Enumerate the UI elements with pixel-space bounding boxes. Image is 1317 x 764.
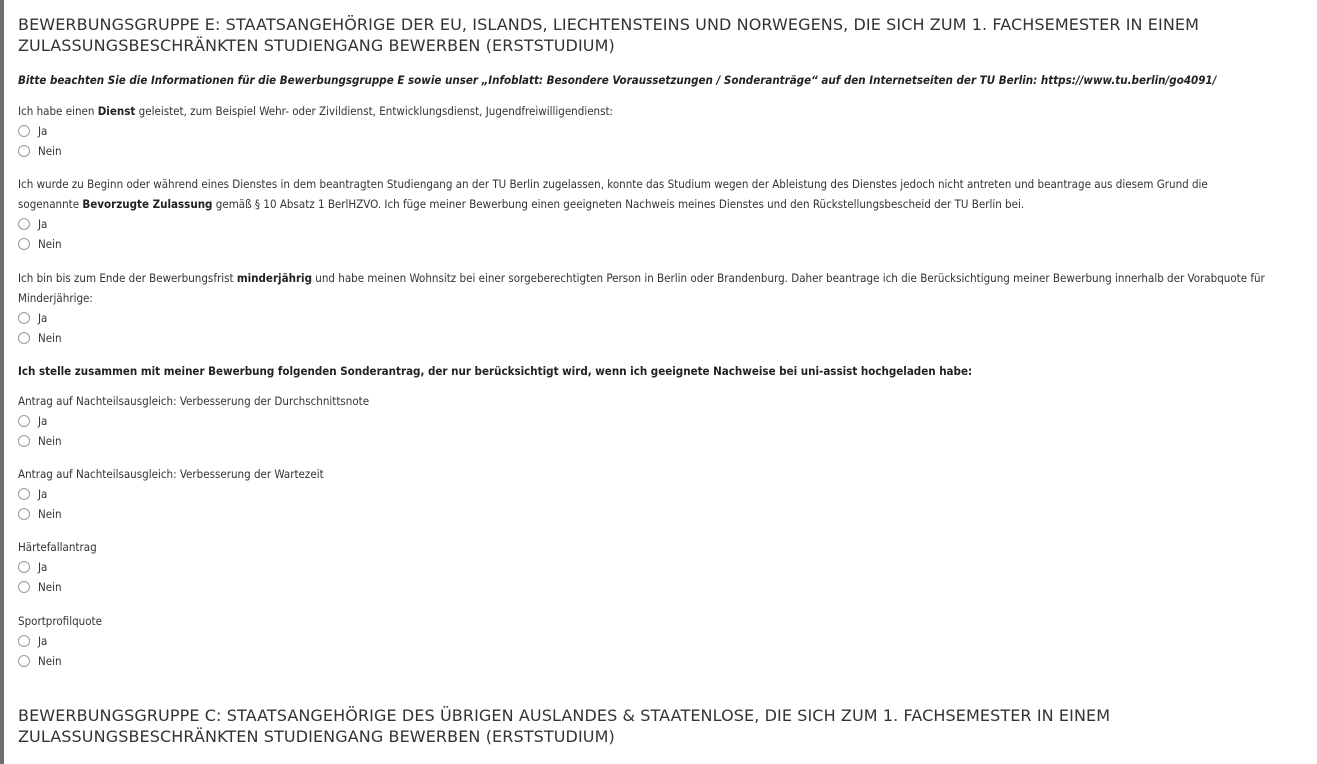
question-minderjaehrig <box>18 268 1309 348</box>
question-haertefall <box>18 537 1309 597</box>
radio-button[interactable] <box>18 435 30 447</box>
radio-option-ja[interactable]: Ja <box>18 631 1309 651</box>
radio-option-nein[interactable]: Nein <box>18 328 1309 348</box>
special-request-heading: Ich stelle zusammen mit meiner Bewerbung folgenden Sonderantrag, der nur berücksichtigt wird, wenn ich geeignete Nachweise bei uni-assist hochgeladen habe: <box>18 364 973 378</box>
radio-option-ja[interactable]: Ja <box>18 557 1309 577</box>
radio-button[interactable] <box>18 561 30 573</box>
radio-option-ja[interactable]: Ja <box>18 484 1309 504</box>
radio-option-nein[interactable]: Nein <box>18 141 1309 161</box>
radio-option-nein[interactable]: Nein <box>18 431 1309 451</box>
left-border <box>0 0 4 764</box>
radio-button[interactable] <box>18 125 30 137</box>
question-bevorzugte-zulassung <box>18 174 1309 254</box>
radio-button[interactable] <box>18 581 30 593</box>
question-nachteil-wartezeit <box>18 464 1309 524</box>
radio-option-nein[interactable]: Nein <box>18 577 1309 597</box>
radio-option-nein[interactable]: Nein <box>18 234 1309 254</box>
radio-button[interactable] <box>18 332 30 344</box>
question-nachteil-note <box>18 391 1309 451</box>
group-e-heading: BEWERBUNGSGRUPPE E: STAATSANGEHÖRIGE DER EU, ISLANDS, LIECHTENSTEINS UND NORWEGENS, DIE SICH ZUM 1. FACHSEMESTER IN EINEM ZULASSUNGSBESCHRÄNKTEN STUDIENGANG BEWERBEN (ERSTSTUDIUM) <box>18 15 1200 55</box>
radio-option-ja[interactable]: Ja <box>18 411 1309 431</box>
radio-button[interactable] <box>18 145 30 157</box>
radio-button[interactable] <box>18 655 30 667</box>
group-c-heading: BEWERBUNGSGRUPPE C: STAATSANGEHÖRIGE DES ÜBRIGEN AUSLANDES & STAATENLOSE, DIE SICH ZUM 1. FACHSEMESTER IN EINEM ZULASSUNGSBESCHRÄNKTEN STUDIENGANG BEWERBEN (ERSTSTUDIUM) <box>18 706 1111 746</box>
question-dienst <box>18 101 1309 161</box>
question-label: Ich bin bis zum Ende der Bewerbungsfrist minderjährig und habe meinen Wohnsitz bei einer sorgeberechtigten Person in Berlin oder Brandenburg. Daher beantrage ich die Berücksichtigung meiner Bewerbung innerhalb der Vorabquote für Minderjährige: <box>18 271 1265 305</box>
question-label: Antrag auf Nachteilsausgleich: Verbesserung der Durchschnittsnote <box>18 394 370 408</box>
question-label: Ich habe einen Dienst geleistet, zum Beispiel Wehr- oder Zivildienst, Entwicklungsdienst, Jugendfreiwilligendienst: <box>18 104 614 118</box>
question-label: Sportprofilquote <box>18 614 102 628</box>
radio-option-nein[interactable]: Nein <box>18 651 1309 671</box>
radio-option-ja[interactable]: Ja <box>18 308 1309 328</box>
group-e-notice: Bitte beachten Sie die Informationen für die Bewerbungsgruppe E sowie unser „Infoblatt: Besondere Voraussetzungen / Sonderanträge“ auf den Internetseiten der TU Berlin: https://www.tu.berlin/go4091/ <box>18 73 1217 87</box>
radio-button[interactable] <box>18 635 30 647</box>
radio-option-ja[interactable]: Ja <box>18 121 1309 141</box>
radio-button[interactable] <box>18 415 30 427</box>
question-sportprofil <box>18 611 1309 671</box>
radio-button[interactable] <box>18 508 30 520</box>
radio-option-nein[interactable]: Nein <box>18 504 1309 524</box>
question-label: Härtefallantrag <box>18 540 97 554</box>
radio-button[interactable] <box>18 312 30 324</box>
radio-button[interactable] <box>18 238 30 250</box>
radio-option-ja[interactable]: Ja <box>18 214 1309 234</box>
question-label: Ich wurde zu Beginn oder während eines Dienstes in dem beantragten Studiengang an der TU Berlin zugelassen, konnte das Studium wegen der Ableistung des Dienstes jedoch nicht antreten und beantrage aus diesem Grund die sogenannte Bevorzugte Zulassung gemäß § 10 Absatz 1 BerlHZVO. Ich füge meiner Bewerbung einen geeigneten Nachweis meines Dienstes und den Rückstellungsbescheid der TU Berlin bei. <box>18 177 1208 211</box>
radio-button[interactable] <box>18 218 30 230</box>
radio-button[interactable] <box>18 488 30 500</box>
question-label: Antrag auf Nachteilsausgleich: Verbesserung der Wartezeit <box>18 467 324 481</box>
